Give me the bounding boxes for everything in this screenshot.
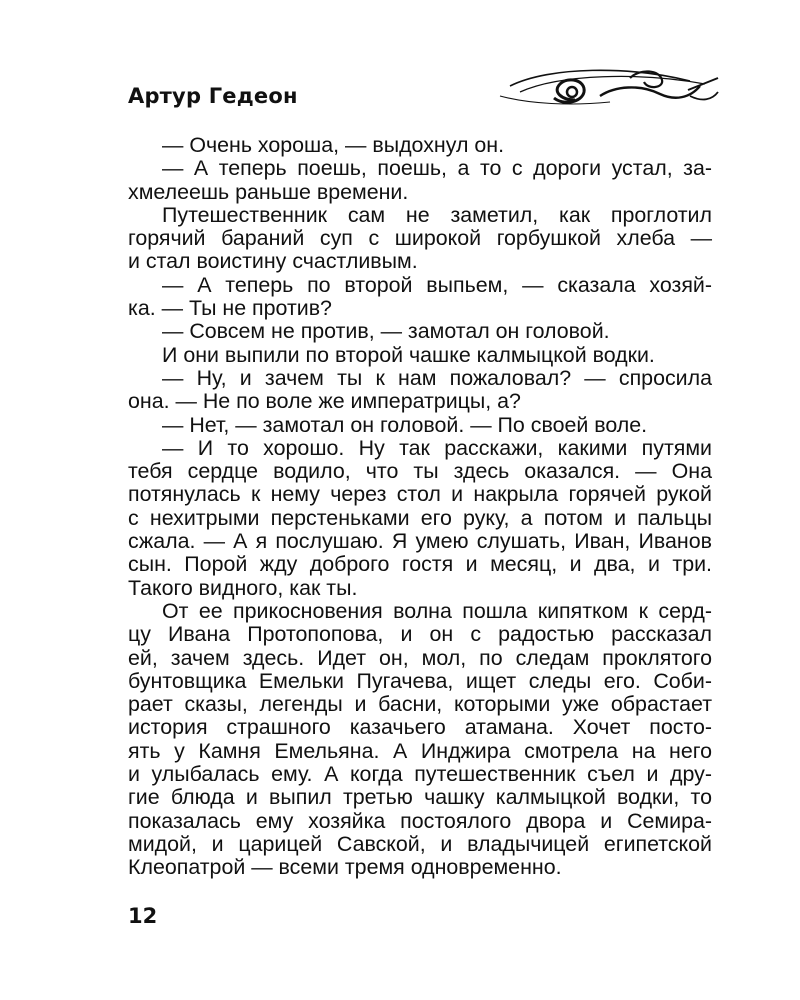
text-line: сын. Порой жду доброго гостя и месяц, и два, и три.	[128, 552, 712, 577]
text-line: — А теперь по второй выпьем, — сказала хозяй-	[162, 272, 712, 297]
text-line: От ее прикосновения волна пошла кипятком к серд-	[162, 598, 712, 623]
text-line: — И то хорошо. Ну так расскажи, какими путями	[162, 435, 712, 460]
text-line: И они выпили по второй чашке калмыцкой водки.	[162, 342, 655, 367]
paragraph	[128, 437, 712, 600]
page-number: 12	[128, 904, 158, 928]
paragraph	[128, 320, 712, 343]
text-line: Путешественник сам не заметил, как проглотил	[162, 202, 712, 227]
paragraph	[128, 157, 712, 204]
flourish-ornament	[490, 56, 720, 116]
text-line: — Нет, — замотал он головой. — По своей воле.	[162, 412, 648, 437]
paragraph	[128, 204, 712, 274]
body-text	[128, 134, 712, 880]
text-line: потянулась к нему через стол и накрыла горячей рукой	[128, 482, 712, 507]
text-line: с нехитрыми перстеньками его руку, а потом и пальцы	[128, 505, 712, 530]
text-line: — Совсем не против, — замотал он головой.	[162, 319, 610, 344]
text-line: показалась ему хозяйка постоялого двора и Семира-	[128, 808, 712, 833]
running-header-author: Артур Гедеон	[128, 84, 298, 108]
text-line: она. — Не по воле же императрицы, а?	[128, 389, 521, 414]
text-line: и улыбалась ему. А когда путешественник съел и дру-	[128, 762, 712, 787]
text-line: история страшного казачьего атамана. Хочет посто-	[128, 715, 712, 740]
text-line: сжала. — А я послушаю. Я умею слушать, Иван, Иванов	[128, 529, 712, 554]
text-line: хмелеешь раньше времени.	[128, 179, 409, 204]
text-line: цу Ивана Протопопова, и он с радостью рассказал	[128, 622, 712, 647]
text-line: ка. — Ты не против?	[128, 296, 332, 321]
paragraph	[128, 367, 712, 414]
text-line: гие блюда и выпил третью чашку калмыцкой водки, то	[128, 785, 712, 810]
paragraph	[128, 134, 712, 157]
text-line: Клеопатрой — всеми тремя одновременно.	[128, 855, 562, 880]
text-line: тебя сердце водило, что ты здесь оказался. — Она	[128, 459, 712, 484]
paragraph	[128, 414, 712, 437]
paragraph	[128, 600, 712, 880]
paragraph	[128, 344, 712, 367]
text-line: ей, зачем здесь. Идет он, мол, по следам проклятого	[128, 645, 712, 670]
text-line: — Ну, и зачем ты к нам пожаловал? — спросила	[162, 365, 712, 390]
text-line: Такого видного, как ты.	[128, 575, 358, 600]
paragraph	[128, 274, 712, 321]
text-line: горячий бараний суп с широкой горбушкой хлеба —	[128, 226, 712, 251]
text-line: бунтовщика Емельки Пугачева, ищет следы его. Соби-	[128, 668, 712, 693]
text-line: мидой, и царицей Савской, и владычицей египетской	[128, 831, 712, 856]
text-line: — Очень хороша, — выдохнул он.	[162, 133, 505, 157]
text-line: рает сказы, легенды и басни, которыми уже обрастает	[128, 692, 712, 717]
text-line: и стал воистину счастливым.	[128, 249, 418, 274]
text-line: ять у Камня Емельяна. А Инджира смотрела на него	[128, 738, 712, 763]
text-line: — А теперь поешь, поешь, а то с дороги устал, за-	[162, 156, 712, 181]
